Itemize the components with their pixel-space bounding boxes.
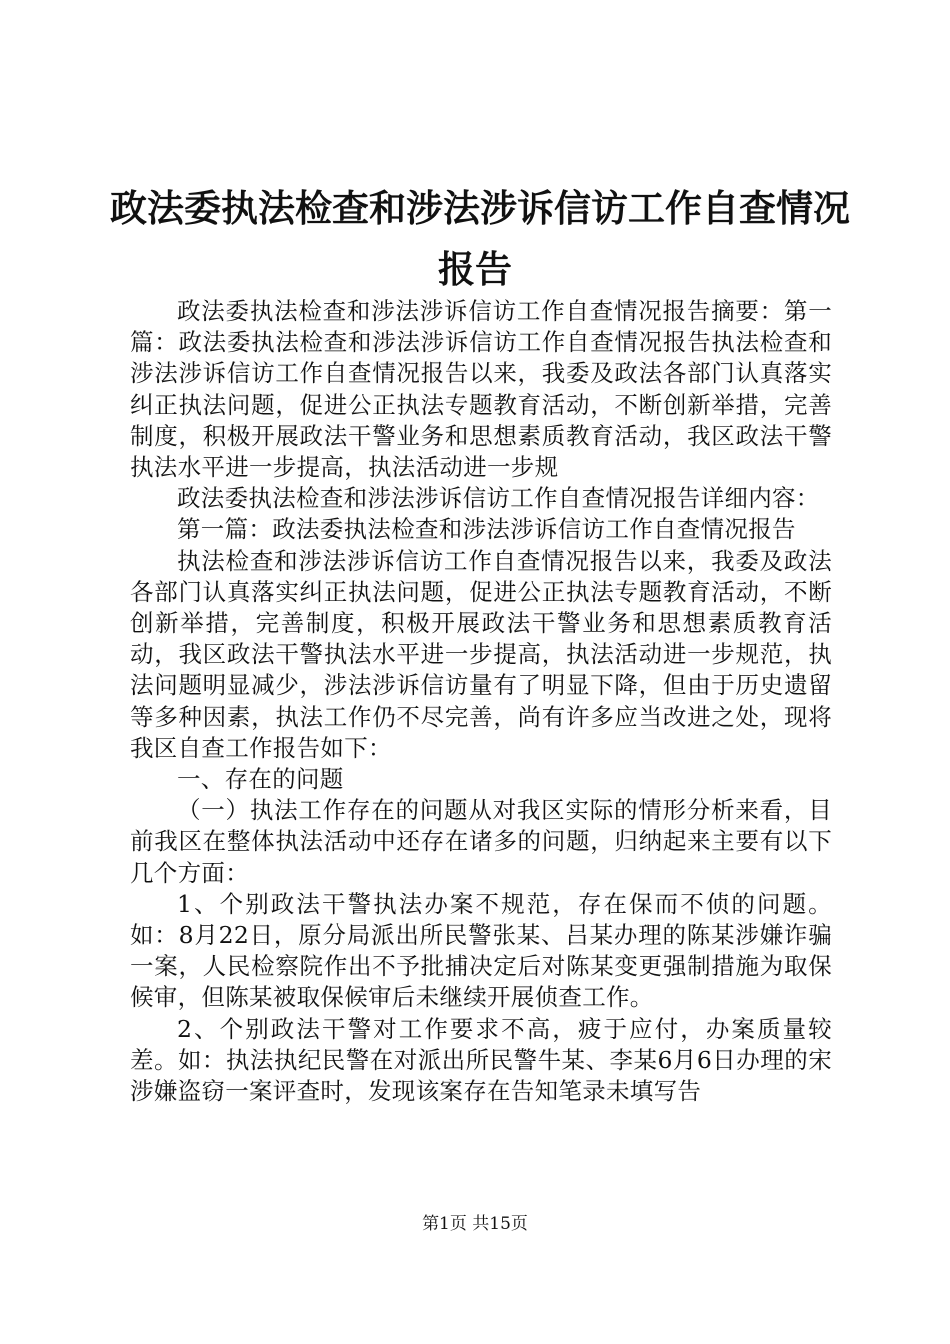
section-heading-problems: 一、存在的问题 <box>177 765 344 794</box>
paragraph-problem-overview: （一）执法工作存在的问题从对我区实际的情形分析来看，目前我区在整体执法活动中还存在诸多的问题，归纳起来主要有以下几个方面： <box>130 796 832 887</box>
paragraph-chapter-title: 第一篇：政法委执法检查和涉法涉诉信访工作自查情况报告 <box>177 515 796 544</box>
document-title-line-2: 报告 <box>438 248 512 291</box>
document-body <box>130 296 832 1107</box>
page-number-footer: 第1页 共15页 <box>422 1214 528 1234</box>
paragraph-details-intro: 政法委执法检查和涉法涉诉信访工作自查情况报告详细内容： <box>177 484 820 513</box>
paragraph-problem-1: 1、个别政法干警执法办案不规范，存在保而不侦的问题。如：8月22日，原分局派出所民警张某、吕某办理的陈某涉嫌诈骗一案，人民检察院作出不予批捕决定后对陈某变更强制措施为取保候审，但陈某被取保候审后未继续开展侦查工作。 <box>130 889 832 1012</box>
paragraph-report-intro: 执法检查和涉法涉诉信访工作自查情况报告以来，我委及政法各部门认真落实纠正执法问题，促进公正执法专题教育活动，不断创新举措，完善制度，积极开展政法干警业务和思想素质教育活动，我区政法干警执法水平进一步提高，执法活动进一步规范，执法问题明显减少，涉法涉诉信访量有了明显下降，但由于历史遗留等多种因素，执法工作仍不尽完善，尚有许多应当改进之处，现将我区自查工作报告如下： <box>130 546 832 762</box>
paragraph-problem-2: 2、个别政法干警对工作要求不高，疲于应付，办案质量较差。如：执法执纪民警在对派出所民警牛某、李某6月6日办理的宋涉嫌盗窃一案评查时，发现该案存在告知笔录未填写告 <box>130 1014 832 1106</box>
document-title-line-1: 政法委执法检查和涉法涉诉信访工作自查情况 <box>110 187 850 230</box>
paragraph-summary: 政法委执法检查和涉法涉诉信访工作自查情况报告摘要：第一篇：政法委执法检查和涉法涉诉信访工作自查情况报告执法检查和涉法涉诉信访工作自查情况报告以来，我委及政法各部门认真落实纠正执法问题，促进公正执法专题教育活动，不断创新举措，完善制度，积极开展政法干警业务和思想素质教育活动，我区政法干警执法水平进一步提高，执法活动进一步规 <box>130 297 832 482</box>
